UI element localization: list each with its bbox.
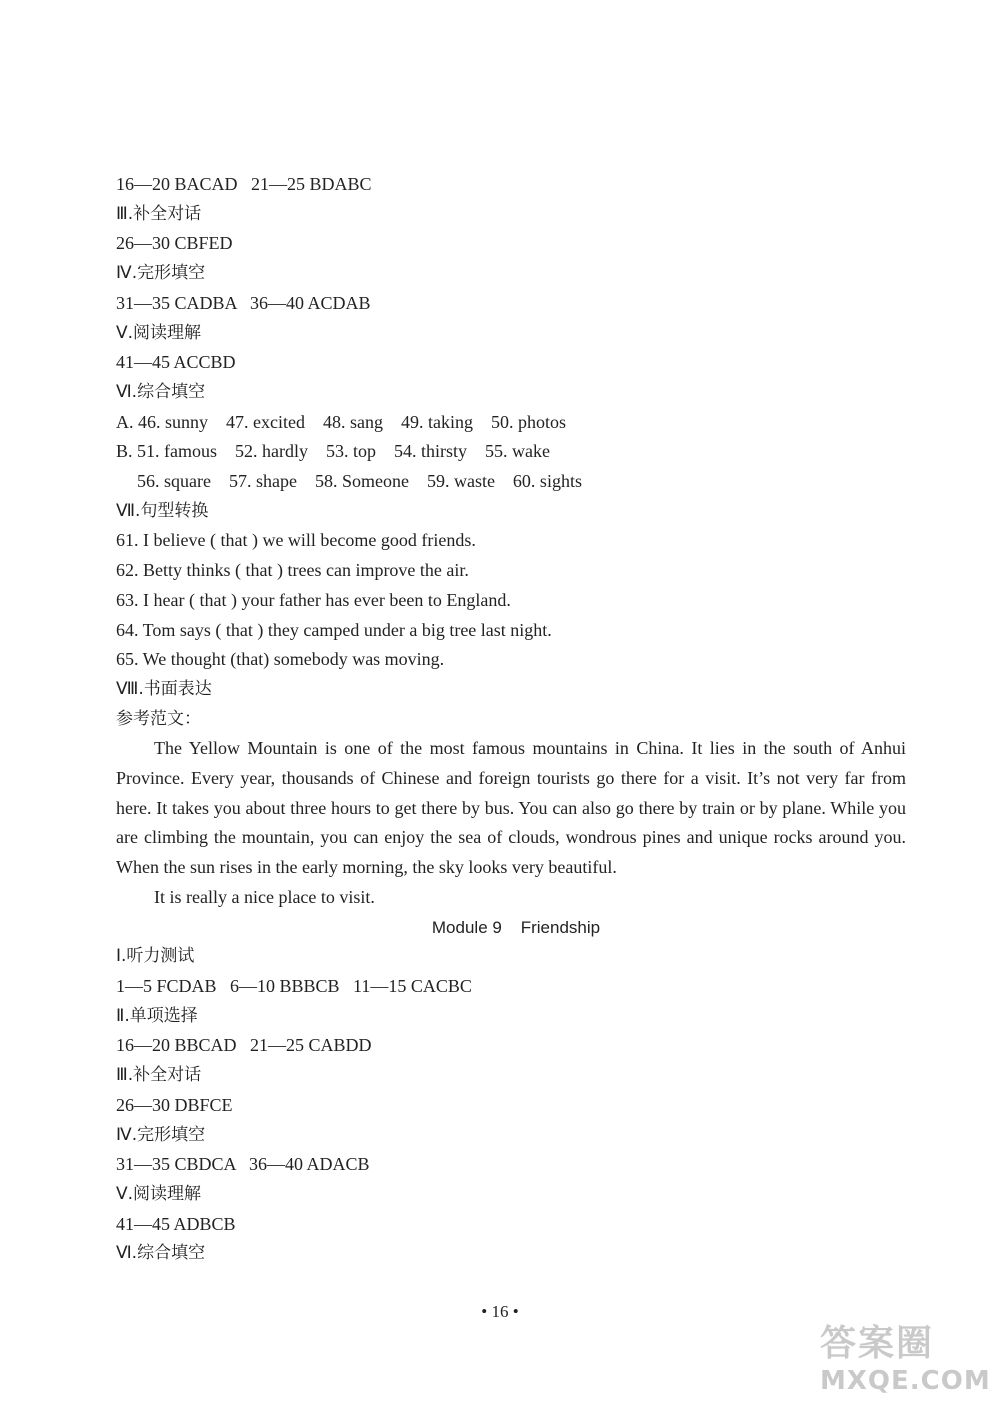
section-heading: Ⅴ.阅读理解: [116, 322, 202, 343]
answer-line: 31—35 CADBA 36—40 ACDAB: [116, 292, 371, 313]
answer-line: 16—20 BACAD 21—25 BDABC: [116, 174, 372, 194]
answer-block-module-9: [116, 942, 906, 1269]
essay-paragraph: It is really a nice place to visit.: [154, 886, 375, 907]
section-heading: 参考范文：: [116, 708, 201, 729]
answer-block-module-8: [116, 170, 906, 734]
module-title: Module 9 Friendship: [431, 917, 601, 937]
answer-line: B. 51. famous 52. hardly 53. top 54. thirsty 55. wake: [116, 441, 550, 462]
answer-line: 64. Tom says ( that ) they camped under a big tree last night.: [116, 619, 552, 640]
section-heading: Ⅴ.阅读理解: [116, 1183, 202, 1204]
answer-line: 61. I believe ( that ) we will become good friends.: [116, 530, 476, 551]
answer-line: 26—30 CBFED: [116, 233, 233, 254]
answer-line: 56. square 57. shape 58. Someone 59. waste 60. sights: [137, 471, 582, 492]
sample-essay: [116, 734, 906, 912]
section-heading: Ⅵ.综合填空: [116, 1243, 206, 1264]
answer-line: 63. I hear ( that ) your father has ever been to England.: [116, 589, 511, 610]
section-heading: Ⅶ.句型转换: [116, 500, 209, 521]
answer-line: 41—45 ADBCB: [116, 1213, 236, 1234]
answer-line: 41—45 ACCBD: [116, 352, 236, 373]
section-heading: Ⅷ.书面表达: [116, 678, 212, 699]
answer-key-page: [116, 170, 906, 1269]
answer-line: 65. We thought (that) somebody was moving.: [116, 649, 445, 670]
section-heading: Ⅲ.补全对话: [116, 1065, 202, 1086]
essay-paragraph: The Yellow Mountain is one of the most famous mountains in China. It lies in the south of Anhui Province. Every year, thousands of Chinese and foreign tourists go there for a visit. It’s not very far from here. It takes you about three hours to get there by bus. You can also go there by train or by plane. While you are climbing the mountain, you can enjoy the sea of clouds, wondrous pines and unique rocks around you. When the sun rises in the early morning, the sky looks very beautiful.: [116, 738, 906, 878]
answer-line: 26—30 DBFCE: [116, 1094, 233, 1115]
section-heading: Ⅰ.听力测试: [116, 946, 195, 967]
section-heading: Ⅳ.完形填空: [116, 263, 206, 284]
section-heading: Ⅲ.补全对话: [116, 203, 202, 224]
answer-line: 1—5 FCDAB 6—10 BBBCB 11—15 CACBC: [116, 975, 472, 996]
watermark-bottom-text: MXQE.COM: [820, 1366, 991, 1396]
section-heading: Ⅳ.完形填空: [116, 1124, 206, 1145]
page-number: • 16 •: [481, 1302, 519, 1321]
section-heading: Ⅱ.单项选择: [116, 1005, 198, 1026]
answer-line: A. 46. sunny 47. excited 48. sang 49. taking 50. photos: [116, 411, 566, 432]
section-heading: Ⅵ.综合填空: [116, 381, 206, 402]
answer-line: 16—20 BBCAD 21—25 CABDD: [116, 1035, 372, 1056]
site-watermark-logo: [820, 1322, 990, 1402]
answer-line: 62. Betty thinks ( that ) trees can improve the air.: [116, 560, 469, 581]
watermark-top-text: 答案圈: [820, 1323, 935, 1364]
answer-line: 31—35 CBDCA 36—40 ADACB: [116, 1154, 370, 1175]
